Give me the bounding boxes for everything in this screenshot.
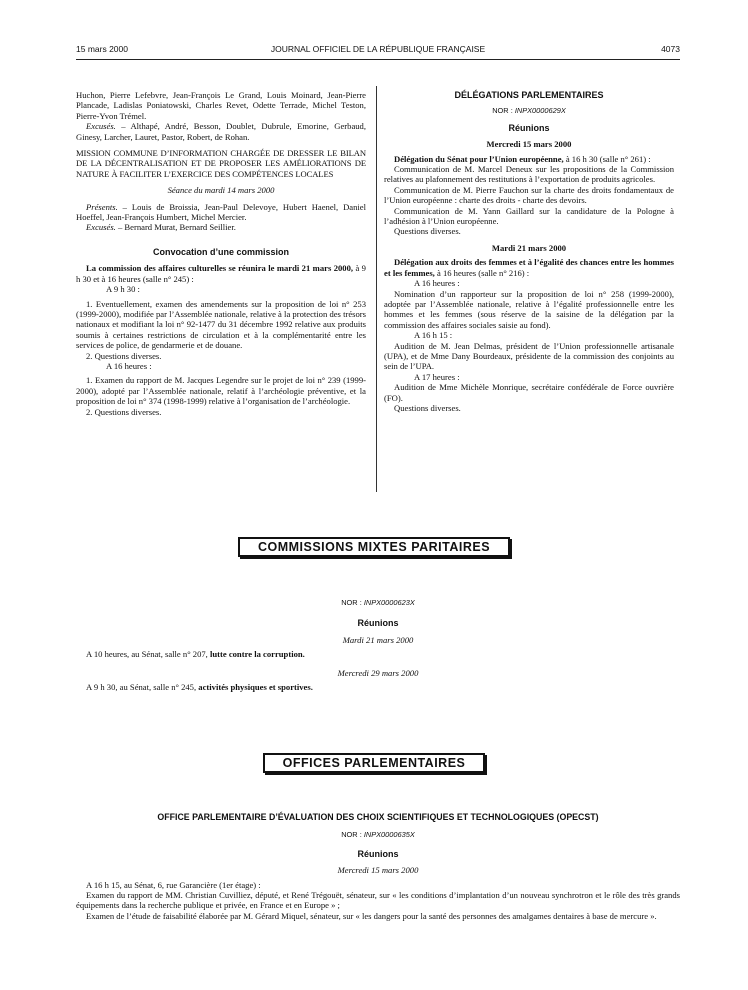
excuses-paragraph-1: [76, 121, 366, 142]
agenda-item-3: 1. Examen du rapport de M. Jacques Legendre sur le projet de loi n° 239 (1999-2000), adopté par l’Assemblée nationale, relatif à l’archéologie préventive, et la proposition de loi n° 374 (1998-1999) relative à l’organisation de l’archéologie.: [76, 375, 366, 407]
page-header: [76, 44, 680, 58]
delegation-1: [384, 154, 674, 164]
nor-code: INPX0000635X: [363, 830, 415, 840]
excuses-names: – Bernard Murat, Bernard Seillier.: [115, 222, 236, 233]
nomination-paragraph: Nomination d’un rapporteur sur la proposition de loi n° 258 (1999-2000), adoptée par l’Assemblée nationale, relative à l’égalité professionnelle entre les hommes et les femmes (sous réserve de la saisine de la délégation par la commission des affaires sociales saisie au fond).: [384, 288, 674, 330]
delegations-title: DÉLÉGATIONS PARLEMENTAIRES: [454, 90, 604, 100]
delegation-2-name: Délégation aux droits des femmes et à l’égalité des chances entre les hommes et les femmes,: [384, 257, 674, 278]
cmp-box-wrapper: [0, 537, 748, 557]
presents-paragraph: [76, 202, 366, 223]
right-column: [384, 90, 674, 413]
mission-title: MISSION COMMUNE D’INFORMATION CHARGÉE DE DRESSER LE BILAN DE LA DÉCENTRALISATION ET DE PROPOSER LES AMÉLIORATIONS DE NATURE À FACILITER L’EXERCICE DES COMPÉTENCES LOCALES: [76, 148, 366, 179]
nor-reference: [76, 830, 680, 840]
cmp-section-title: COMMISSIONS MIXTES PARITAIRES: [238, 537, 510, 557]
cmp-line-2-subject: activités physiques et sportives.: [198, 682, 313, 693]
excuses-label: Excusés.: [86, 222, 116, 233]
cmp-line-1-place: A 10 heures, au Sénat, salle n° 207,: [86, 649, 210, 660]
commission-intro: [76, 263, 366, 284]
convocation-title: Convocation d’une commission: [152, 246, 289, 257]
questions-diverses: Questions diverses.: [394, 226, 461, 237]
time-heading: A 16 heures :: [414, 278, 460, 289]
audition-2: Audition de Mme Michèle Monrique, secrétaire confédérale de Force ouvrière (FO).: [384, 382, 674, 403]
header-rule: [76, 59, 680, 60]
reunions-heading: Réunions: [357, 848, 399, 859]
time-0930: A 9 h 30 :: [106, 284, 140, 295]
column-divider: [376, 86, 377, 492]
cmp-line-2: [76, 682, 680, 692]
delegation-2-time: à 16 heures (salle n° 216) :: [434, 267, 530, 278]
time-heading: A 16 h 15 :: [414, 330, 453, 341]
nor-code: INPX0000629X: [514, 106, 566, 116]
header-journal-title: JOURNAL OFFICIEL DE LA RÉPUBLIQUE FRANÇAISE: [270, 44, 486, 54]
excuses-names: – Althapé, André, Besson, Doublet, Dubrule, Emorine, Gerbaud, Ginesy, Larcher, Lauret, Pastor, Robert, de Rohan.: [76, 121, 366, 142]
header-page-number: 4073: [661, 44, 680, 54]
commission-intro-bold: La commission des affaires culturelles se réunira le mardi 21 mars 2000,: [86, 263, 354, 274]
nor-reference: [76, 598, 680, 608]
offices-exam-1: Examen du rapport de MM. Christian Cuvilliez, député, et René Trégouët, sénateur, sur « les conditions d’implantation d’un nouveau synchrotron et le rôle des très grands équipements dans la recherche publique et privée, en France et en Europe » ;: [76, 890, 680, 911]
offices-box-wrapper: [0, 753, 748, 773]
presents-continuation: Huchon, Pierre Lefebvre, Jean-François Le Grand, Louis Moinard, Jean-Pierre Plancade, Ladislas Poniatowski, Charles Revet, Odette Terrade, Michel Teston, Pierre-Yvon Trémel.: [76, 90, 366, 121]
nor-reference: [384, 106, 674, 116]
communication-1: Communication de M. Marcel Deneux sur les propositions de la Commission relatives au plafonnement des restitutions à l’exportation de produits agricoles.: [384, 164, 674, 185]
date-heading: Mardi 21 mars 2000: [342, 634, 414, 645]
excuses-paragraph-2: [76, 222, 366, 232]
audition-1: Audition de M. Jean Delmas, président de l’Union professionnelle artisanale (UPA), et de Mme Dany Bourdeaux, présidente de la commission des conjoints au sein de l’UPA.: [384, 340, 674, 372]
time-heading: A 17 heures :: [414, 371, 460, 382]
excuses-label: Excusés.: [86, 121, 116, 132]
date-heading: Mardi 21 mars 2000: [491, 242, 567, 253]
agenda-item-4: 2. Questions diverses.: [86, 406, 162, 417]
offices-section: [76, 812, 680, 921]
nor-label: NOR :: [341, 598, 364, 607]
offices-section-title: OFFICES PARLEMENTAIRES: [263, 753, 486, 773]
header-date: 15 mars 2000: [76, 44, 128, 54]
questions-diverses: Questions diverses.: [394, 402, 461, 413]
offices-exam-2: Examen de l’étude de faisabilité élaborée par M. Gérard Miquel, sénateur, sur « les dangers pour la santé des personnes des amalgames dentaires à base de mercure ».: [86, 910, 657, 921]
nor-label: NOR :: [492, 106, 515, 116]
reunions-heading: Réunions: [508, 122, 550, 133]
cmp-section: [76, 594, 680, 692]
delegation-1-time: à 16 h 30 (salle n° 261) :: [563, 153, 651, 164]
seance-heading: Séance du mardi 14 mars 2000: [167, 185, 275, 196]
agenda-item-2: 2. Questions diverses.: [86, 350, 162, 361]
delegation-2: [384, 257, 674, 278]
offices-time: A 16 h 15, au Sénat, 6, rue Garancière (1er étage) :: [86, 879, 261, 890]
communication-3: Communication de M. Yann Gaillard sur la candidature de la Pologne à l’adhésion à l’Union européenne.: [384, 205, 674, 227]
cmp-line-2-place: A 9 h 30, au Sénat, salle n° 245,: [86, 682, 199, 693]
date-heading: Mercredi 29 mars 2000: [337, 667, 419, 678]
date-heading: Mercredi 15 mars 2000: [337, 865, 419, 876]
nor-label: NOR :: [341, 830, 364, 840]
commission-intro-rest: à 9 h 30 et à 16 heures (salle n° 245) :: [76, 263, 366, 284]
left-column: [76, 90, 366, 417]
cmp-line-1: [76, 649, 680, 659]
time-1600: A 16 heures :: [106, 360, 152, 371]
nor-code: INPX0000623X: [363, 598, 415, 607]
opecst-title: OFFICE PARLEMENTAIRE D’ÉVALUATION DES CHOIX SCIENTIFIQUES ET TECHNOLOGIQUES (OPECST): [157, 812, 599, 822]
agenda-item-1: 1. Eventuellement, examen des amendements sur la proposition de loi n° 253 (1999-2000), modifiée par l’Assemblée nationale, relative à la protection des trésors nationaux et modifiant la loi n° 92-1477 du 31 décembre 1992 relative aux produits soumis à certaines restrictions de circulation et à la complémentarité entre les services de police, de gendarmerie et de douane.: [76, 298, 366, 351]
communication-2: Communication de M. Pierre Fauchon sur la charte des droits fondamentaux de l’Union européenne : charte des droits - charte des devoirs.: [384, 184, 674, 206]
presents-label: Présents.: [86, 201, 118, 212]
delegation-1-name: Délégation du Sénat pour l’Union européenne,: [394, 153, 564, 164]
presents-names: – Louis de Broissia, Jean-Paul Delevoye, Hubert Haenel, Daniel Hoeffel, Jean-François Humbert, Michel Mercier.: [76, 201, 366, 223]
cmp-line-1-subject: lutte contre la corruption.: [209, 649, 305, 660]
date-heading: Mercredi 15 mars 2000: [486, 139, 572, 150]
reunions-heading: Réunions: [357, 618, 399, 629]
